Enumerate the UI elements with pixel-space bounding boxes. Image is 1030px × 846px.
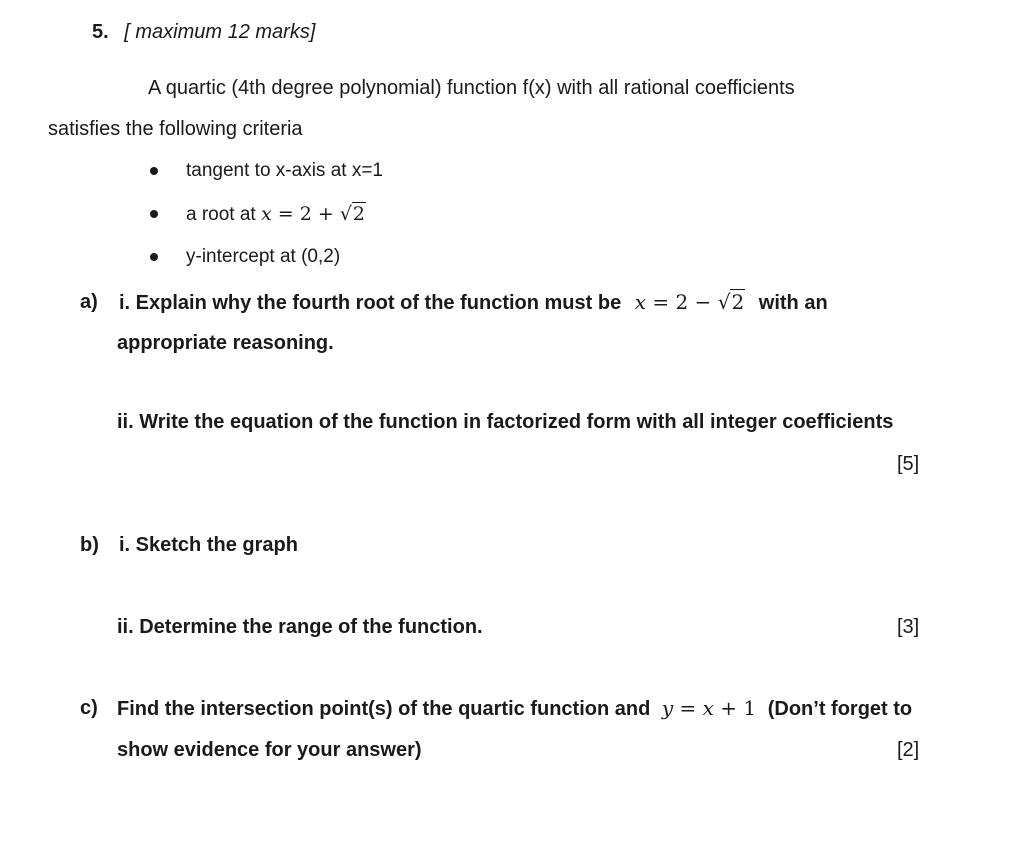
part-a-ii-prefix: ii. Write the equation of the function in factorized form with — [117, 411, 683, 433]
radicand: 2 — [731, 290, 745, 314]
part-a-i-suffix: with an — [758, 292, 828, 314]
part-c-eq: = — [673, 696, 703, 720]
part-c-line1-suffix: (Don’t forget to — [767, 698, 913, 720]
criterion-y-intercept: y-intercept at (0,2) — [186, 246, 341, 267]
criterion-root — [186, 202, 366, 227]
part-a-i-eq: = 2 − — [646, 290, 718, 314]
part-a-ii — [117, 410, 893, 434]
part-b-marks: [3] — [897, 616, 920, 638]
part-c-x: x — [702, 696, 714, 720]
part-c-marks: [2] — [897, 739, 920, 761]
bullet-icon — [150, 210, 158, 218]
intro-line-1: A quartic (4th degree polynomial) function f(x) with all rational coefficients — [148, 77, 795, 99]
part-c-y: y — [661, 696, 674, 720]
bullet-icon — [150, 253, 158, 261]
criterion-root-eq: = 2 + — [271, 203, 340, 225]
criterion-root-prefix: a root at — [186, 204, 261, 225]
part-a-i-prefix: i. Explain why the fourth root of the function must be — [119, 292, 622, 314]
part-c-line1-prefix: Find the intersection point(s) of the quartic function and — [117, 698, 651, 720]
criterion-root-x: x — [261, 203, 272, 225]
part-b-i: i. Sketch the graph — [119, 534, 298, 556]
sqrt-symbol: √2 — [339, 203, 366, 225]
question-header — [92, 20, 315, 44]
part-b-ii: ii. Determine the range of the function. — [117, 616, 483, 638]
part-c-line2: show evidence for your answer) — [117, 739, 422, 761]
part-c-line1 — [117, 696, 912, 721]
part-a-i — [119, 290, 828, 315]
question-number: 5. — [92, 21, 109, 43]
part-c-rest: + 1 — [713, 696, 757, 720]
part-c-label: c) — [80, 697, 98, 719]
part-a-marks: [5] — [897, 453, 920, 475]
part-a-i-x: x — [634, 290, 647, 314]
part-a-ii-bold: all integer coefficients — [682, 411, 894, 433]
part-b-label: b) — [80, 534, 99, 556]
part-a-label: a) — [80, 291, 98, 313]
criterion-tangent: tangent to x-axis at x=1 — [186, 160, 383, 181]
question-max-marks: [ maximum 12 marks] — [124, 21, 316, 43]
part-a-i-line2: appropriate reasoning. — [117, 332, 334, 354]
sqrt-symbol: √2 — [717, 290, 745, 314]
bullet-icon — [150, 167, 158, 175]
radicand: 2 — [352, 203, 366, 225]
intro-line-2: satisfies the following criteria — [48, 118, 303, 140]
